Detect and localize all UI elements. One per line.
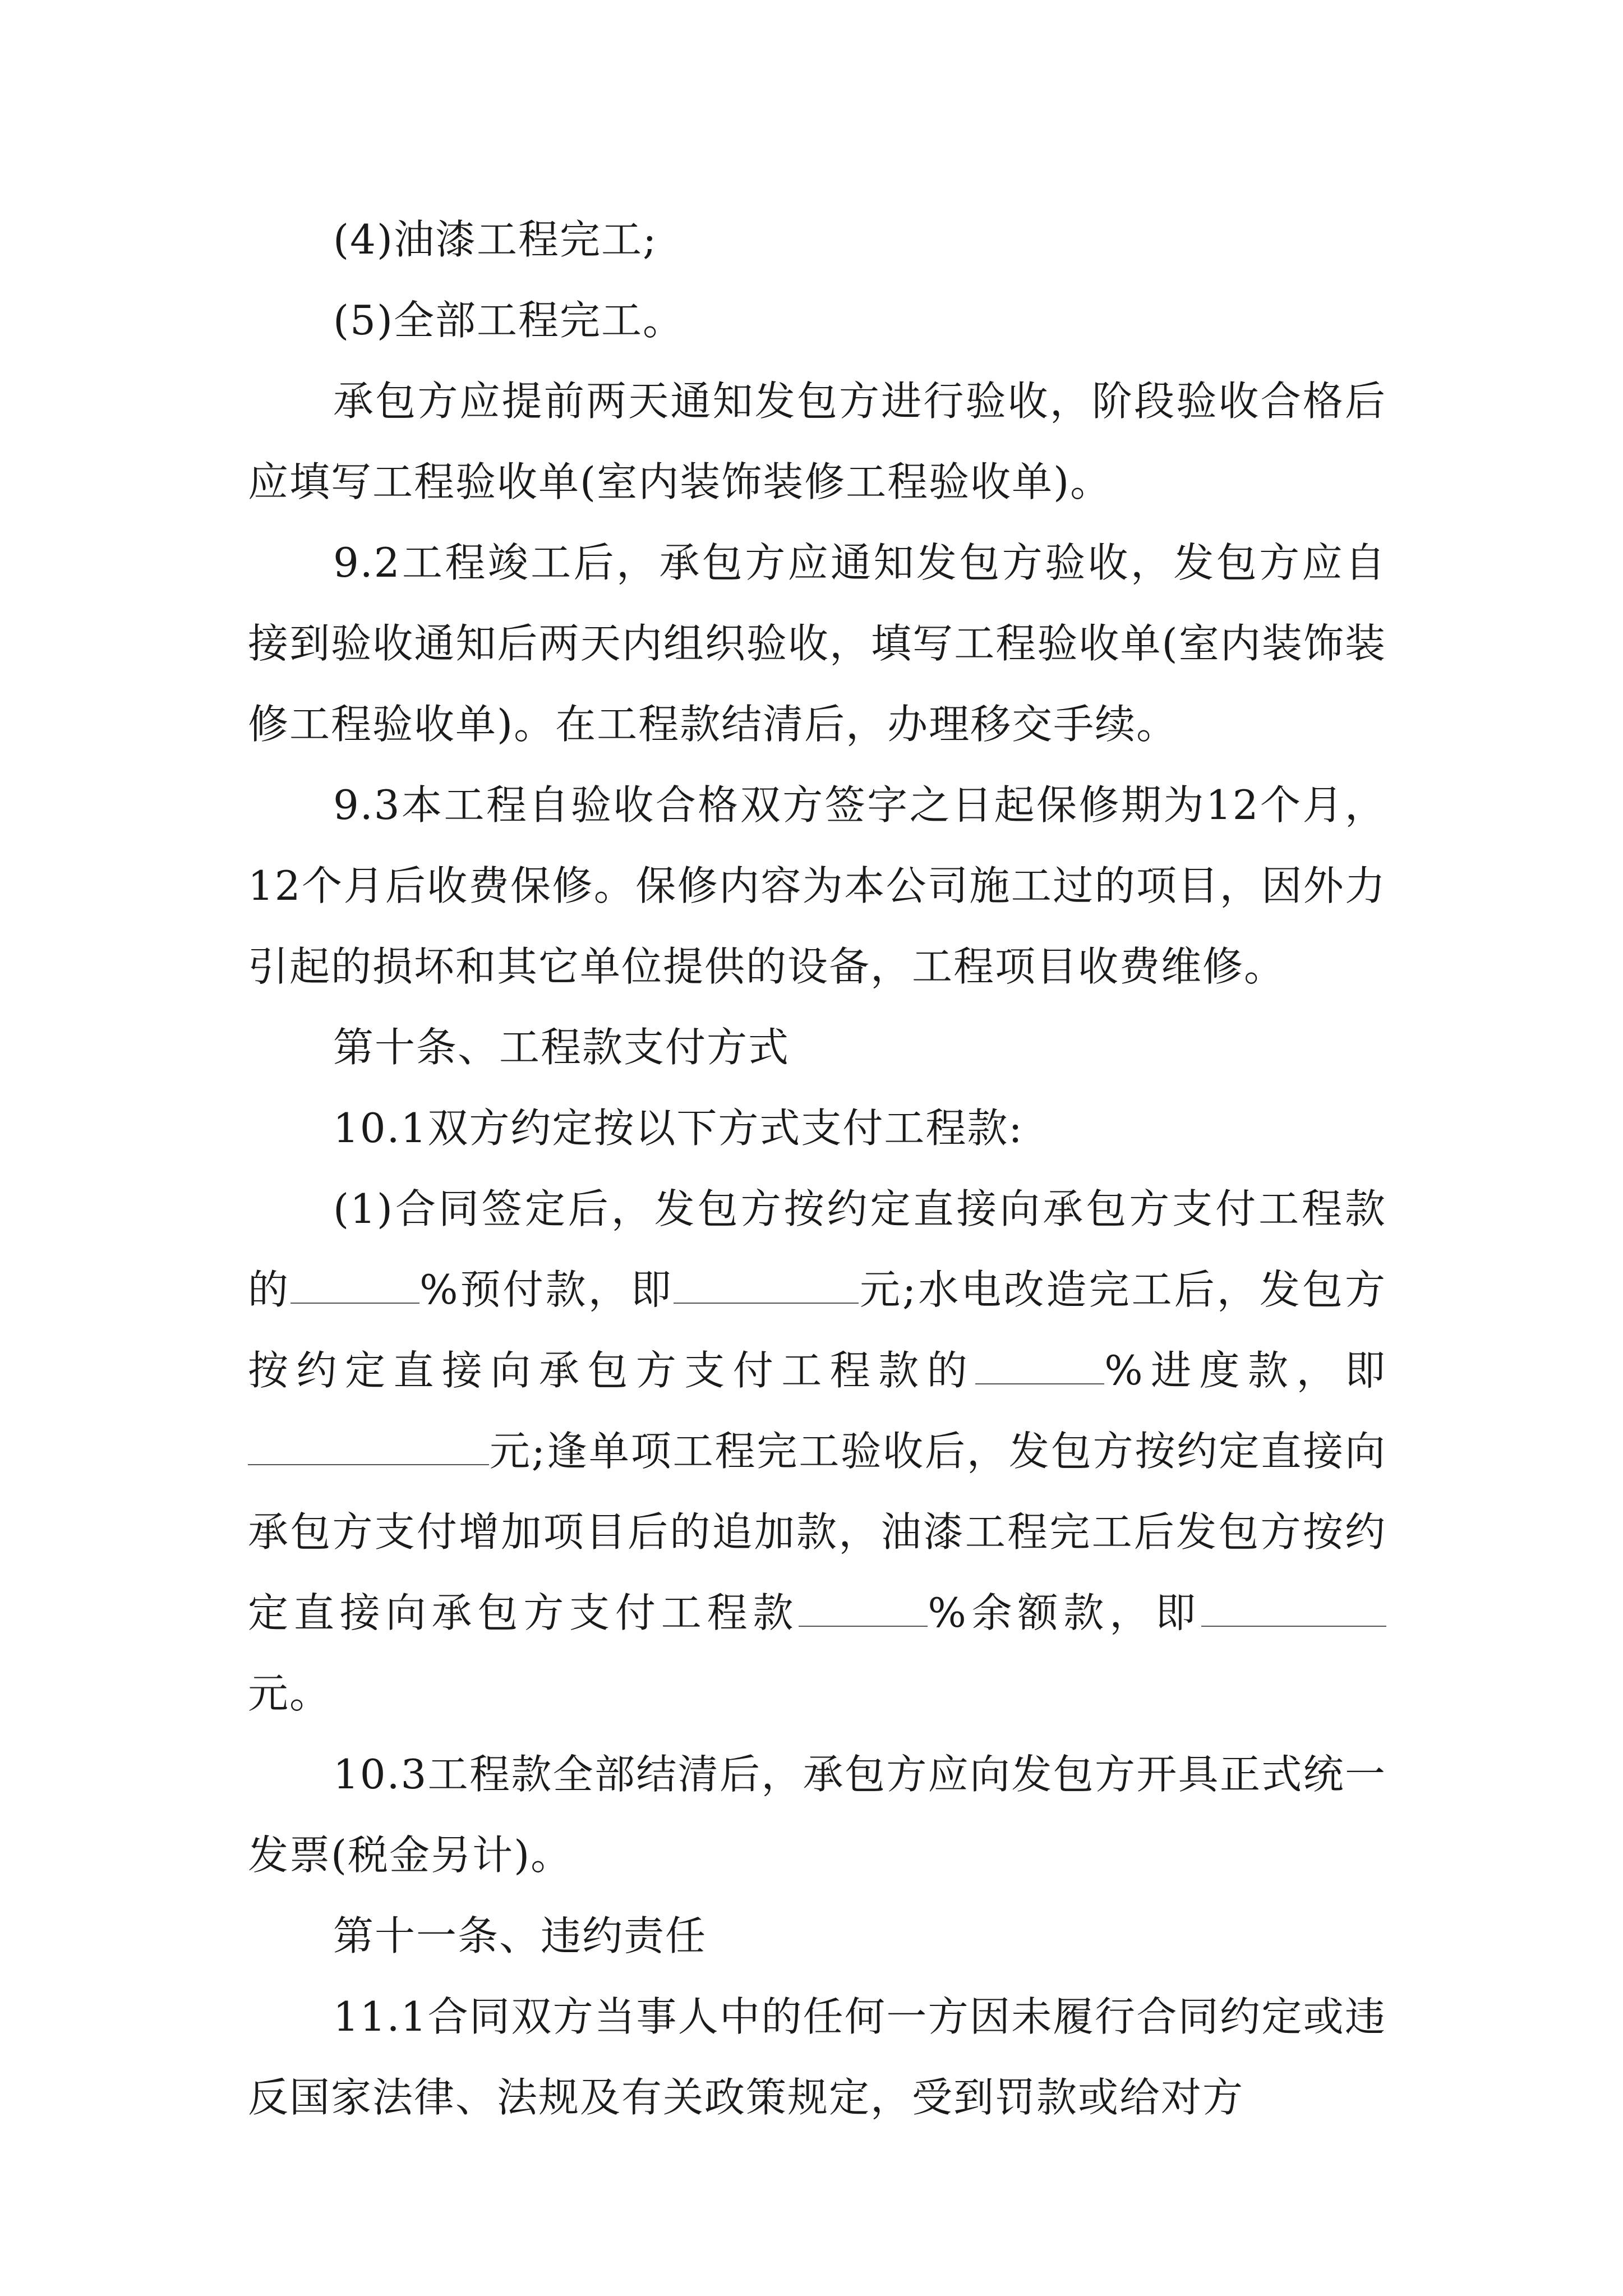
payment-text-2: %预付款，即 — [419, 1266, 674, 1313]
blank-advance-percent[interactable] — [291, 1263, 419, 1304]
blank-progress-percent[interactable] — [975, 1344, 1104, 1384]
paragraph-clause-9-2: 9.2工程竣工后，承包方应通知发包方验收，发包方应自接到验收通知后两天内组织验收，填写工程验收单(室内装饰装修工程验收单)。在工程款结清后，办理移交手续。 — [248, 539, 1386, 748]
paragraph-clause-10-3: 10.3工程款全部结清后，承包方应向发包方开具正式统一发票(税金另计)。 — [248, 1751, 1386, 1879]
payment-text-5: 元;逢单项工程完工验收后，发包方按约定直接向承包方支付增加项目后的追加款，油漆工程完工后发包方按约定直接向承包方支付工程款 — [248, 1428, 1386, 1636]
blank-balance-percent[interactable] — [799, 1586, 928, 1627]
payment-text-3: 元;水电改造完工后，发包方按约定直接向承包方支付工程款的 — [248, 1266, 1386, 1394]
blank-balance-amount[interactable] — [1201, 1586, 1386, 1627]
paragraph-clause-9-3: 9.3本工程自验收合格双方签字之日起保修期为12个月，12个月后收费保修。保修内容为本公司施工过的项目，因外力引起的损坏和其它单位提供的设备，工程项目收费维修。 — [248, 781, 1386, 990]
payment-text-1: (1)合同签定后，发包方按约定直接向承包方支付工程款的 — [248, 1185, 1386, 1313]
blank-progress-amount[interactable] — [248, 1425, 489, 1465]
paragraph-clause-10-1: 10.1双方约定按以下方式支付工程款: — [333, 1105, 1023, 1152]
payment-text-4: %进度款，即 — [1104, 1347, 1386, 1394]
paragraph-stage-acceptance: 承包方应提前两天通知发包方进行验收，阶段验收合格后应填写工程验收单(室内装饰装修工程验收单)。 — [248, 378, 1386, 505]
paragraph-clause-11-1: 11.1合同双方当事人中的任何一方因未履行合同约定或违反国家法律、法规及有关政策规定，受到罚款或给对方 — [248, 1993, 1386, 2121]
paragraph-payment-terms — [248, 1168, 1386, 1734]
contract-body — [248, 199, 1386, 2138]
article-10-heading: 第十条、工程款支付方式 — [333, 1024, 790, 1071]
paragraph-item-4: (4)油漆工程完工; — [333, 216, 658, 263]
payment-text-7: 元。 — [248, 1670, 331, 1717]
payment-text-6: %余额款，即 — [928, 1589, 1201, 1636]
article-11-heading: 第十一条、违约责任 — [333, 1912, 707, 1959]
paragraph-item-5: (5)全部工程完工。 — [333, 297, 684, 344]
blank-advance-amount[interactable] — [674, 1263, 859, 1304]
